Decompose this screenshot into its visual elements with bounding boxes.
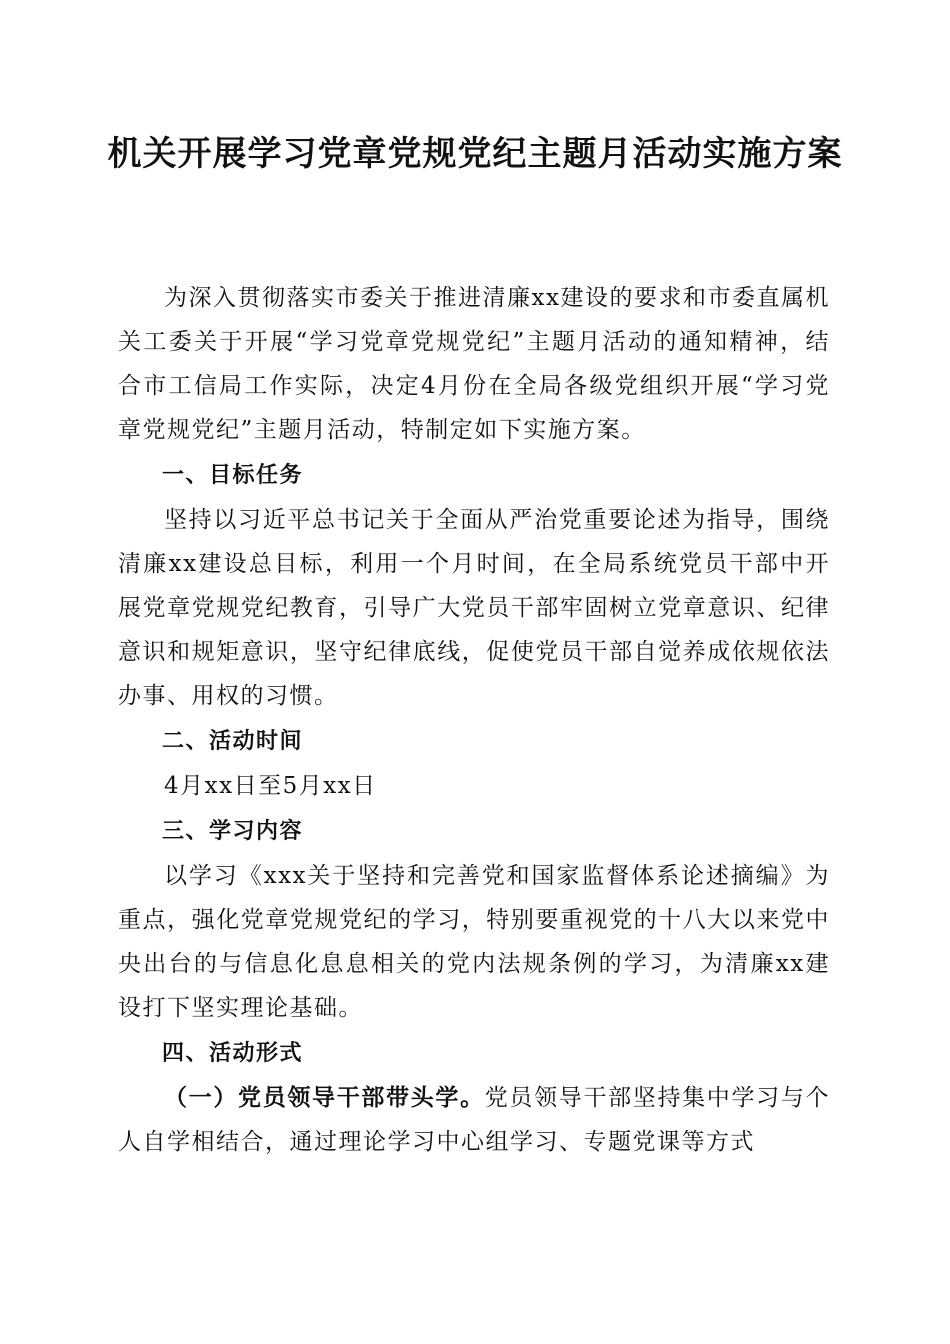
section-text-content: 以学习《xxx关于坚持和完善党和国家监督体系论述摘编》为重点，强化党章党规党纪的学习，特别要重视党的十八大以来党中央出台的与信息化息息相关的党内法规条例的学习，为清廉xx建设打下坚实理论基础。 <box>118 863 830 1021</box>
intro-paragraph: 为深入贯彻落实市委关于推进清廉xx建设的要求和市委直属机关工委关于开展“学习党章党规党纪”主题月活动的通知精神，结合市工信局工作实际，决定4月份在全局各级党组织开展“学习党章党规党纪”主题月活动，特制定如下实施方案。 <box>118 285 830 443</box>
document-body <box>118 276 830 1164</box>
section-heading-format: 四、活动形式 <box>162 1041 304 1066</box>
section-text-goals: 坚持以习近平总书记关于全面从严治党重要论述为指导，围绕清廉xx建设总目标，利用一个月时间，在全局系统党员干部中开展党章党规党纪教育，引导广大党员干部牢固树立党章意识、纪律意识和规矩意识，坚守纪律底线，促使党员干部自觉养成依规依法办事、用权的习惯。 <box>118 507 830 709</box>
section-heading-time: 二、活动时间 <box>162 729 304 754</box>
section-text-time: 4月xx日至5月xx日 <box>164 773 377 799</box>
section-heading-goals: 一、目标任务 <box>162 463 304 488</box>
section-heading-content: 三、学习内容 <box>162 819 304 844</box>
item-lead: （一）党员领导干部带头学。 <box>164 1085 485 1111</box>
document-title: 机关开展学习党章党规党纪主题月活动实施方案 <box>107 134 843 174</box>
section-item-format <box>118 1076 830 1164</box>
item-text: 党员领导干部坚持集中学习与个人自学相结合，通过理论学习中心组学习、专题党课等方式 <box>118 1085 831 1155</box>
